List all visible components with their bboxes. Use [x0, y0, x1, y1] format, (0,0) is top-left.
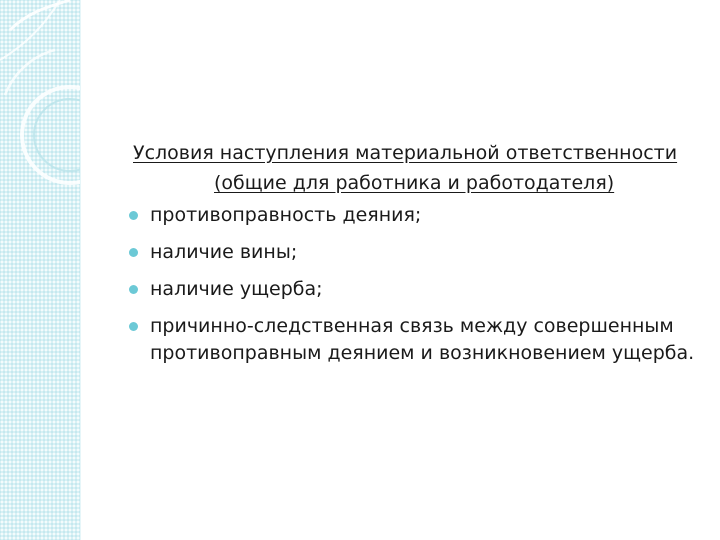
list-item — [128, 313, 698, 367]
bullet-dot-icon — [129, 248, 138, 257]
list-item-text: противоправность деяния; — [150, 204, 422, 226]
list-item-text: причинно-следственная связь между совершенным противоправным деянием и возникновением ущерба. — [150, 315, 695, 364]
bullet-dot-icon — [129, 285, 138, 294]
list-item-text: наличие вины; — [150, 241, 298, 263]
slide-title-line-1: Условия наступления материальной ответственности — [133, 142, 678, 164]
list-item — [128, 239, 698, 266]
bullet-dot-icon — [129, 211, 138, 220]
slide-content — [128, 138, 698, 377]
bullet-dot-icon — [129, 322, 138, 331]
slide-title-line-2: (общие для работника и работодателя) — [214, 172, 615, 194]
decorative-swirl-icon — [0, 0, 80, 540]
list-item-text: наличие ущерба; — [150, 278, 323, 300]
list-item — [128, 202, 698, 229]
list-item — [128, 276, 698, 303]
decorative-side-strip — [0, 0, 81, 540]
bullet-list — [128, 202, 698, 367]
